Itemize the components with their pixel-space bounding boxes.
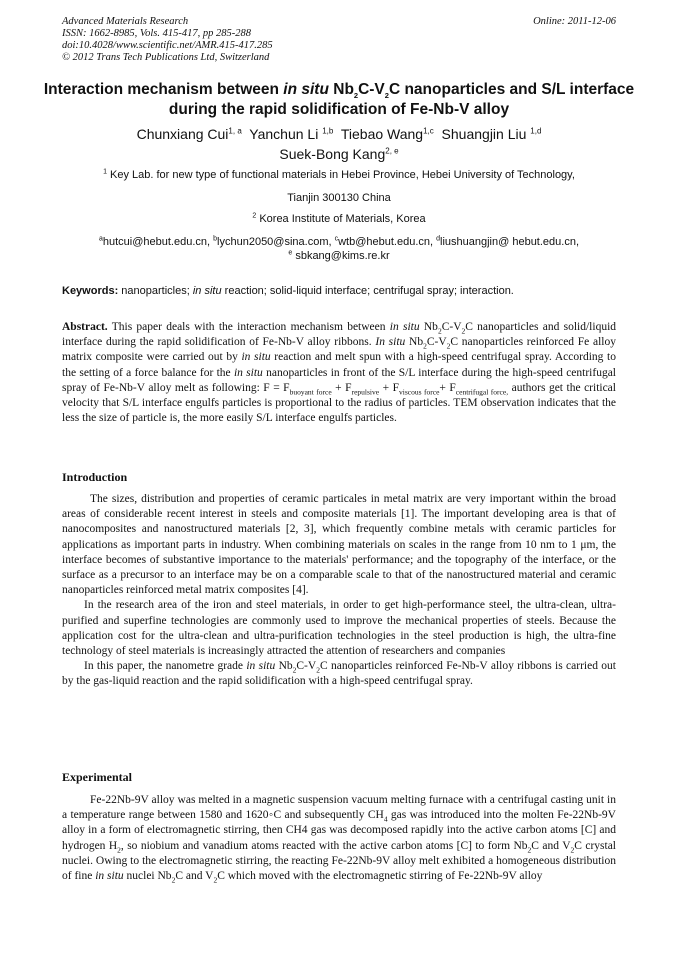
intro-paragraph-2: In the research area of the iron and steel materials, in order to get high-performance steel, the ultra-clean, ultra-purified and superfine technologies are commonly used to improve the mechanical properties of steels. Because the application cost for the ultra-clean and ultra-purification technologies in the steel production is high, the ultra-fine technology of steel materials is increasingly attracted the attention of researchers and companies xyxy=(62,599,616,658)
keywords: Keywords: nanoparticles; in situ reaction; solid-liquid interface; centrifugal spray; interaction. xyxy=(62,285,514,297)
doi: doi:10.4028/www.scientific.net/AMR.415-417.285 xyxy=(62,40,273,51)
journal-name: Advanced Materials Research xyxy=(62,16,189,27)
issn: ISSN: 1662-8985, Vols. 415-417, pp 285-288 xyxy=(62,28,251,39)
intro-paragraph-3: In this paper, the nanometre grade in situ $Nb_2C-V_2C$ nanoparticles reinforced Fe-Nb-V alloy ribbons is carried out by the gas-liquid reaction and the rapid solidification with a high-speed centrifugal spray. xyxy=(62,660,616,688)
copyright: © 2012 Trans Tech Publications Ltd, Switzerland xyxy=(62,52,270,63)
journal-header xyxy=(62,16,616,64)
emails: $^a$hutcui@hebut.edu.cn, $^b$lychun2050@sina.com, $^c$wtb@hebut.edu.cn, $^d$liushuangjin@ hebut.edu.cn, $^e$ sbkang@kims.re.kr xyxy=(98,235,580,262)
affiliation-1-city: Tianjin 300130 China xyxy=(287,192,391,204)
introduction-heading: Introduction xyxy=(62,470,128,484)
paper-title: Interaction mechanism between in situ $Nb_2C-V_2C$ nanoparticles and S/L interface during the rapid solidification of Fe-Nb-V alloy xyxy=(43,81,635,118)
experimental-heading: Experimental xyxy=(62,770,132,784)
experimental-body xyxy=(62,793,616,884)
author-list: Chunxiang Cui$^{1, a}$ Yanchun Li $^{1,b}$ Tiebao Wang$^{1,c}$ Shuangjin Liu $^{1,d}$ Suek-Bong Kang$^{2, e}$ xyxy=(136,126,542,162)
intro-paragraph-1: The sizes, distribution and properties of ceramic particales in metal matrix are very important within the broad areas of considerable recent interest in steels and composite materials [1]. The important developing area is that of nanocomposites and nanostructured materials [2, 3], which frequently combine metals with ceramic particles for applications as important parts in industry. When combining materials on scales in the range from 10 nm to 1 μm, the interface becomes of substantive importance to the materials' performance; and the topography of the interface, or the surface as a precursor to an interface may be on a comparable scale to that of the nanostructured material and ceramic nanoparticles reinforced metal matrix composites [4]. xyxy=(62,493,616,597)
online-date: Online: 2011-12-06 xyxy=(533,16,616,27)
abstract: Abstract. This paper deals with the interaction mechanism between in situ $Nb_2C-V_2C$ nanoparticles and solid/liquid interface during the rapid solidification of Fe-Nb-V alloy ribbons. In situ $Nb_2C-V_2C$ nanoparticles reinforced Fe alloy matrix composite were carried out by in situ reaction and melt spun with a high-speed centrifugal spray. According to the setting of a force balance for the in situ nanoparticles in front of the S/L interface during the high-speed centrifugal spray of Fe-Nb-V alloy melt as following: $F = F_{buoyant force} + F_{repulsive} + F_{viscous force}+ F_{centrifugal force,}$ authors get the critical velocity that S/L interface engulfs particles is proportional to the radius of particles. TEM observation indicates that the less the size of particle is, the more easily S/L interface engulfs particles. xyxy=(62,321,617,425)
affiliation-2: $^2$ Korea Institute of Materials, Korea xyxy=(252,212,426,225)
affiliation-1: $^1$ Key Lab. for new type of functional materials in Hebei Province, Hebei University of Technology, xyxy=(103,168,575,181)
experimental-paragraph-1: Fe-22Nb-9V alloy was melted in a magnetic suspension vacuum melting furnace with a centrifugal casting unit in a temperature range between 1580 and 1620◦C and subsequently $CH_4$ gas was introduced into the molten Fe-22Nb-9V alloy in a form of electromagnetic stirring, then CH4 gas was decomposed rapidly into the active carbon atoms [C] and hydrogen $H_2$, so niobium and vanadium atoms reacted with the active carbon atoms [C] to form $Nb_2C$ and $V_2C$ crystal nuclei. Owing to the electromagnetic stirring, the reacting Fe-22Nb-9V alloy melt exhibited a homogeneous distribution of fine in situ nuclei $Nb_2C$ and $V_2C$ which moved with the electromagnetic stirring of Fe-22Nb-9V alloy xyxy=(62,794,616,885)
introduction-body xyxy=(62,492,616,690)
